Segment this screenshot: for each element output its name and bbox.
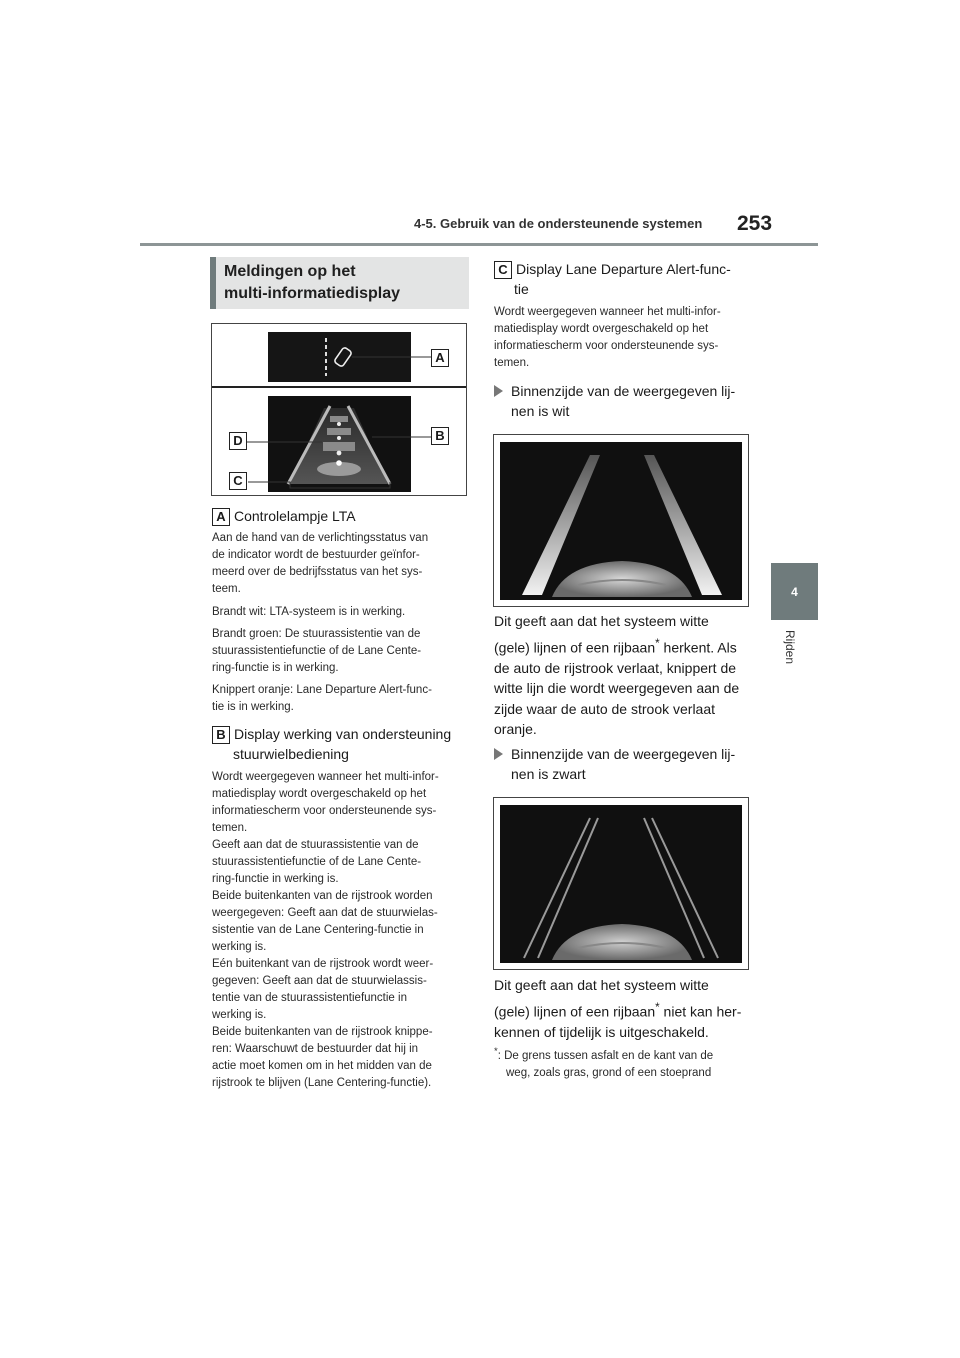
case-black-body [494, 975, 741, 1042]
item-b-line: tentie van de stuurassistentiefunctie in [212, 992, 407, 1004]
state-line: ring-functie is in werking. [212, 662, 339, 674]
heading-line-1: Meldingen op het [224, 263, 356, 280]
case-white-heading [494, 381, 735, 402]
item-a-desc-line: de indicator wordt de bestuurder geïnfor- [212, 549, 420, 561]
case-black-line: Dit geeft aan dat het systeem witte [494, 977, 709, 993]
state-line: tie is in werking. [212, 701, 294, 713]
item-b-line: rijstrook te blijven (Lane Centering-functie). [212, 1077, 432, 1089]
item-a-heading [212, 506, 356, 526]
figure-label-a: A [431, 349, 449, 367]
item-b-line: Geeft aan dat de stuurassistentie van de [212, 839, 419, 851]
case-black-title-2: nen is zwart [511, 766, 586, 782]
item-a-desc-line: teem. [212, 583, 241, 595]
item-b-heading [212, 724, 451, 744]
white-lines-svg [494, 435, 748, 606]
arrow-right-icon [494, 748, 503, 760]
item-c-heading [494, 259, 731, 279]
item-c-body [494, 304, 721, 372]
figure-label-b: B [431, 427, 449, 445]
item-b-line: stuurassistentiefunctie of de Lane Cente- [212, 856, 422, 868]
state-line: stuurassistentiefunctie of de Lane Cente- [212, 645, 422, 657]
item-a-title: Controlelampje LTA [234, 508, 356, 524]
page-number: 253 [737, 212, 773, 235]
case-white-body [494, 611, 739, 740]
footnote-mark: * [494, 1046, 498, 1057]
black-lines-display-image [493, 797, 749, 970]
item-c-line: temen. [494, 357, 530, 369]
display-illustration [211, 323, 467, 496]
item-c-title-1: Display Lane Departure Alert-func- [516, 261, 731, 277]
case-black-heading [494, 744, 735, 765]
footnote-ref: * [655, 636, 660, 650]
item-a-desc-line: meerd over de bedrijfsstatus van het sys- [212, 566, 423, 578]
case-black-line-part: niet kan her- [659, 1003, 742, 1020]
item-c-line: Wordt weergegeven wanneer het multi-infor- [494, 306, 721, 318]
case-white-line-footnoted [494, 634, 739, 658]
footnote [494, 1043, 713, 1082]
case-white-line: de auto de rijstrook verlaat, knippert de [494, 659, 737, 676]
chapter-tab: 4 [771, 563, 818, 620]
state-line: Brandt groen: De stuurassistentie van de [212, 628, 421, 640]
item-b-label: B [212, 726, 230, 744]
item-c-label: C [494, 261, 512, 279]
case-white-line: zijde waar de auto de strook verlaat [494, 700, 716, 717]
item-b-line: temen. [212, 822, 248, 834]
item-c-line: informatiescherm voor ondersteunende sys- [494, 340, 719, 352]
case-white-line: oranje. [494, 721, 537, 738]
item-b-body [212, 769, 439, 1092]
case-black-line-footnoted [494, 998, 741, 1022]
footnote-line-1 [494, 1043, 713, 1065]
case-white-title-2: nen is wit [511, 403, 570, 419]
item-b-line: informatiescherm voor ondersteunende sys- [212, 805, 437, 817]
item-b-line: Eén buitenkant van de rijstrook wordt weer- [212, 958, 434, 970]
case-white-line-part: (gele) lijnen of een rijbaan [494, 639, 656, 656]
footnote-line-2: weg, zoals gras, grond of een stoeprand [506, 1066, 712, 1079]
section-title: 4-5. Gebruik van de ondersteunende systemen [414, 216, 703, 231]
item-c-title-2: tie [514, 281, 529, 297]
item-b-line: Beide buitenkanten van de rijstrook worden [212, 890, 433, 902]
heading-line-2: multi-informatiedisplay [224, 285, 401, 302]
item-c-line: matiedisplay wordt overgeschakeld op het [494, 323, 709, 335]
footnote-ref: * [655, 1000, 660, 1014]
item-b-line: ring-functie in werking is. [212, 873, 339, 885]
item-b-line: actie moet komen om in het midden van de [212, 1060, 432, 1072]
item-a-description [212, 530, 428, 598]
state-line: Knippert oranje: Lane Departure Alert-func- [212, 684, 432, 696]
item-a-desc-line: Aan de hand van de verlichtingsstatus van [212, 532, 429, 544]
case-black-line: kennen of tijdelijk is uitgeschakeld. [494, 1023, 709, 1040]
item-b-line: gegeven: Geeft aan dat de stuurwielassis- [212, 975, 427, 987]
arrow-right-icon [494, 385, 503, 397]
case-black-line-part: (gele) lijnen of een rijbaan [494, 1003, 656, 1020]
state-line: Brandt wit: LTA-systeem is in werking. [212, 606, 406, 618]
black-lines-svg [494, 798, 748, 969]
item-b-line: matiedisplay wordt overgeschakeld op het [212, 788, 427, 800]
header-rule [140, 243, 818, 246]
item-a-state-white [212, 604, 405, 621]
item-b-line: Wordt weergegeven wanneer het multi-infor- [212, 771, 439, 783]
chapter-title: Rijden [783, 630, 797, 665]
item-b-line: werking is. [212, 1009, 267, 1021]
figure-label-c: C [229, 472, 247, 490]
case-white-line: Dit geeft aan dat het systeem witte [494, 613, 709, 629]
case-black-title-1: Binnenzijde van de weergegeven lij- [511, 746, 736, 762]
case-white-line-part: herkent. Als [659, 639, 737, 656]
footnote-text: : De grens tussen asfalt en de kant van de [497, 1049, 714, 1062]
case-white-line: witte lijn die wordt weergegeven aan de [494, 680, 740, 697]
item-b-title-2: stuurwielbediening [233, 746, 349, 762]
item-b-line: sistentie van de Lane Centering-functie in [212, 924, 424, 936]
section-heading [210, 257, 469, 309]
item-b-title-1: Display werking van ondersteuning [234, 726, 452, 742]
case-white-title-1: Binnenzijde van de weergegeven lij- [511, 383, 736, 399]
item-b-line: Beide buitenkanten van de rijstrook knippe- [212, 1026, 433, 1038]
item-a-state-green [212, 626, 421, 677]
figure-label-d: D [229, 432, 247, 450]
white-lines-display-image [493, 434, 749, 607]
display-illustration-svg [212, 324, 466, 495]
item-a-label: A [212, 508, 230, 526]
item-b-line: weergegeven: Geeft aan dat de stuurwielas- [212, 907, 438, 919]
item-a-state-orange [212, 682, 432, 716]
item-b-line: werking is. [212, 941, 267, 953]
item-b-line: ren: Waarschuwt de bestuurder dat hij in [212, 1043, 419, 1055]
